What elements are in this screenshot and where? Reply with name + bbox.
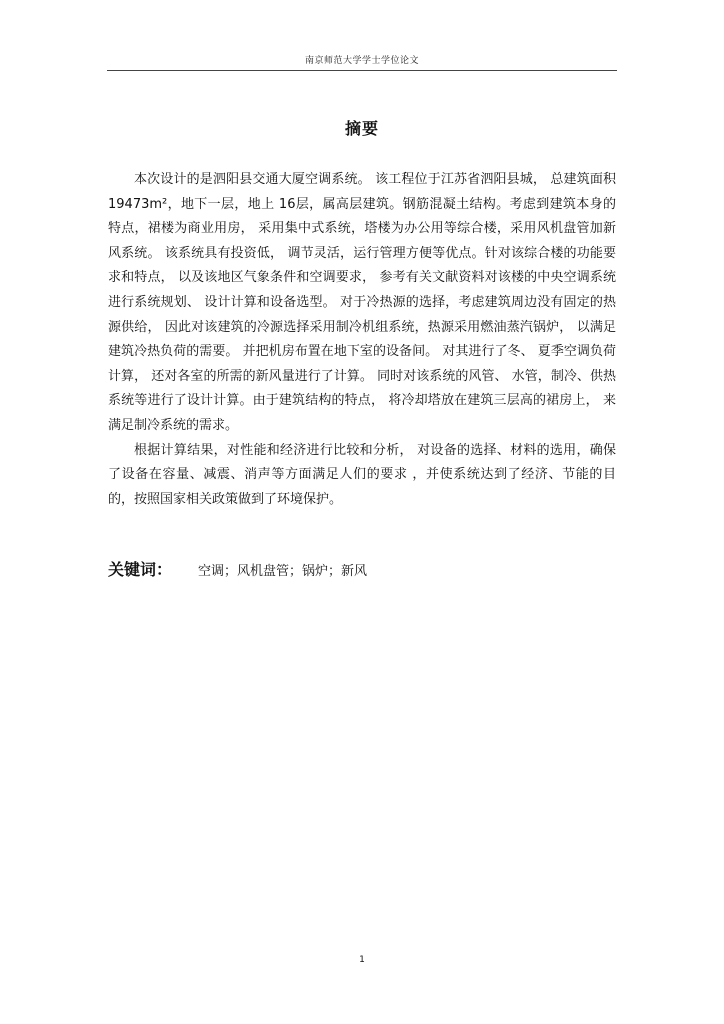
keywords-line [108, 558, 616, 584]
abstract-paragraph-1: 本次设计的是泗阳县交通大厦空调系统。 该工程位于江苏省泗阳县城， 总建筑面积 19473m²，地下一层，地上 16层，属高层建筑。钢筋混凝土结构。考虑到建筑本身的特点，裙楼为商业用房， 采用集中式系统，塔楼为办公用等综合楼，采用风机盘管加新风系统。 该系统具有投资低， 调节灵活，运行管理方便等优点。针对该综合楼的功能要求和特点， 以及该地区气象条件和空调要求， 参考有关文献资料对该楼的中央空调系统进行系统规划、 设计计算和设备选型。 对于冷热源的选择，考虑建筑周边没有固定的热源供给， 因此对该建筑的冷源选择采用制冷机组系统，热源采用燃油蒸汽锅炉， 以满足建筑冷热负荷的需要。 并把机房布置在地下室的设备间。 对其进行了冬、 夏季空调负荷计算， 还对各室的所需的新风量进行了计算。 同时对该系统的风管、 水管，制冷、供热系统等进行了设计计算。由于建筑结构的特点， 将冷却塔放在建筑三层高的裙房上， 来满足制冷系统的需求。 [108, 172, 616, 433]
abstract-body [108, 168, 616, 512]
page-number: 1 [359, 955, 365, 965]
header-rule [107, 70, 617, 71]
abstract-paragraph-2: 根据计算结果，对性能和经济进行比较和分析， 对设备的选择、材料的选用，确保了设备在容量、减震、消声等方面满足人们的要求 ，并使系统达到了经济、节能的目的，按照国家相关政策做到了环境保护。 [108, 442, 616, 507]
keywords-label: 关键词： [108, 560, 173, 579]
keywords-value: 空调；风机盘管；锅炉；新风 [198, 564, 368, 579]
abstract-title: 摘要 [344, 119, 379, 138]
running-header: 南京师范大学学士学位论文 [304, 56, 419, 66]
